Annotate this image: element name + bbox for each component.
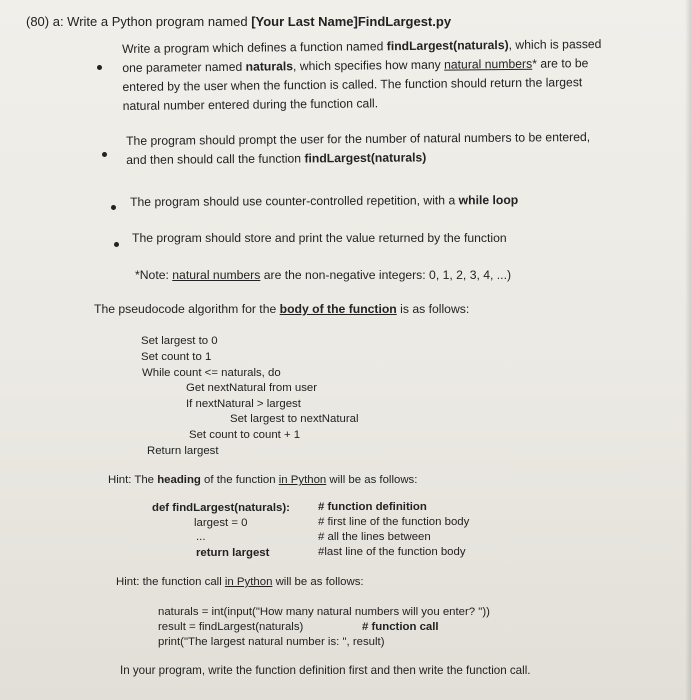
bullet-3: The program should use counter-controlled repetition, with a while loop: [130, 192, 519, 209]
pseudocode-line-1: Set largest to 0: [141, 335, 218, 347]
pseudocode-line-8: Return largest: [147, 445, 219, 457]
pseudocode-line-5: If nextNatural > largest: [186, 398, 301, 410]
comment-first-line: # first line of the function body: [318, 516, 470, 528]
pseudocode-intro: The pseudocode algorithm for the body of the function is as follows:: [94, 302, 470, 316]
largest-init-line: largest = 0: [194, 517, 248, 529]
call-line-2-comment: # function call: [362, 621, 439, 633]
page-edge-shadow: [685, 0, 691, 700]
bullet-dot-1: [97, 65, 102, 70]
bullet-2-line-2: and then should call the function findLargest(naturals): [126, 150, 427, 167]
hint-call: Hint: the function call in Python will be as follows:: [116, 576, 364, 588]
bullet-1-line-2: one parameter named naturals, which specifies how many natural numbers* are to be: [122, 56, 589, 75]
pseudocode-line-7: Set count to count + 1: [189, 429, 301, 441]
call-line-1: naturals = int(input("How many natural numbers will you enter? ")): [158, 606, 490, 618]
title-prefix: (80) a: Write a Python program named: [26, 14, 252, 29]
pseudocode-line-2: Set count to 1: [141, 351, 212, 363]
title-filename: [Your Last Name]FindLargest.py: [251, 14, 452, 29]
pseudocode-line-4: Get nextNatural from user: [186, 382, 318, 394]
call-line-2: result = findLargest(naturals): [158, 621, 304, 633]
comment-all-lines: # all the lines between: [318, 531, 431, 543]
return-line: return largest: [196, 547, 270, 559]
pseudocode-line-3: While count <= naturals, do: [142, 367, 281, 379]
bullet-2: [126, 128, 590, 170]
bullet-1-line-1: Write a program which defines a function named findLargest(naturals), which is passed: [122, 36, 602, 56]
bullet-1: [122, 35, 602, 116]
comment-function-definition: # function definition: [318, 501, 427, 513]
bullet-dot-2: [102, 152, 107, 157]
pseudocode-line-6: Set largest to nextNatural: [230, 413, 359, 425]
def-line: def findLargest(naturals):: [152, 502, 290, 514]
call-line-3: print("The largest natural number is: ", result): [158, 636, 385, 648]
note: *Note: natural numbers are the non-negative integers: 0, 1, 2, 3, 4, ...): [135, 268, 512, 282]
bullet-1-line-3: entered by the user when the function is called. The function should return the largest: [122, 75, 583, 94]
bullet-4: The program should store and print the value returned by the function: [132, 231, 507, 245]
bullet-dot-4: [114, 242, 119, 247]
page-title: [26, 14, 451, 29]
bullet-2-line-1: The program should prompt the user for the number of natural numbers to be entered,: [126, 129, 591, 148]
ellipsis-line: ...: [196, 531, 206, 543]
bullet-dot-3: [111, 205, 116, 210]
footer-instruction: In your program, write the function definition first and then write the function call.: [120, 664, 531, 677]
comment-last-line: #last line of the function body: [318, 546, 466, 558]
hint-heading: Hint: The heading of the function in Python will be as follows:: [108, 474, 418, 486]
bullet-1-line-4: natural number entered during the function call.: [122, 96, 379, 113]
